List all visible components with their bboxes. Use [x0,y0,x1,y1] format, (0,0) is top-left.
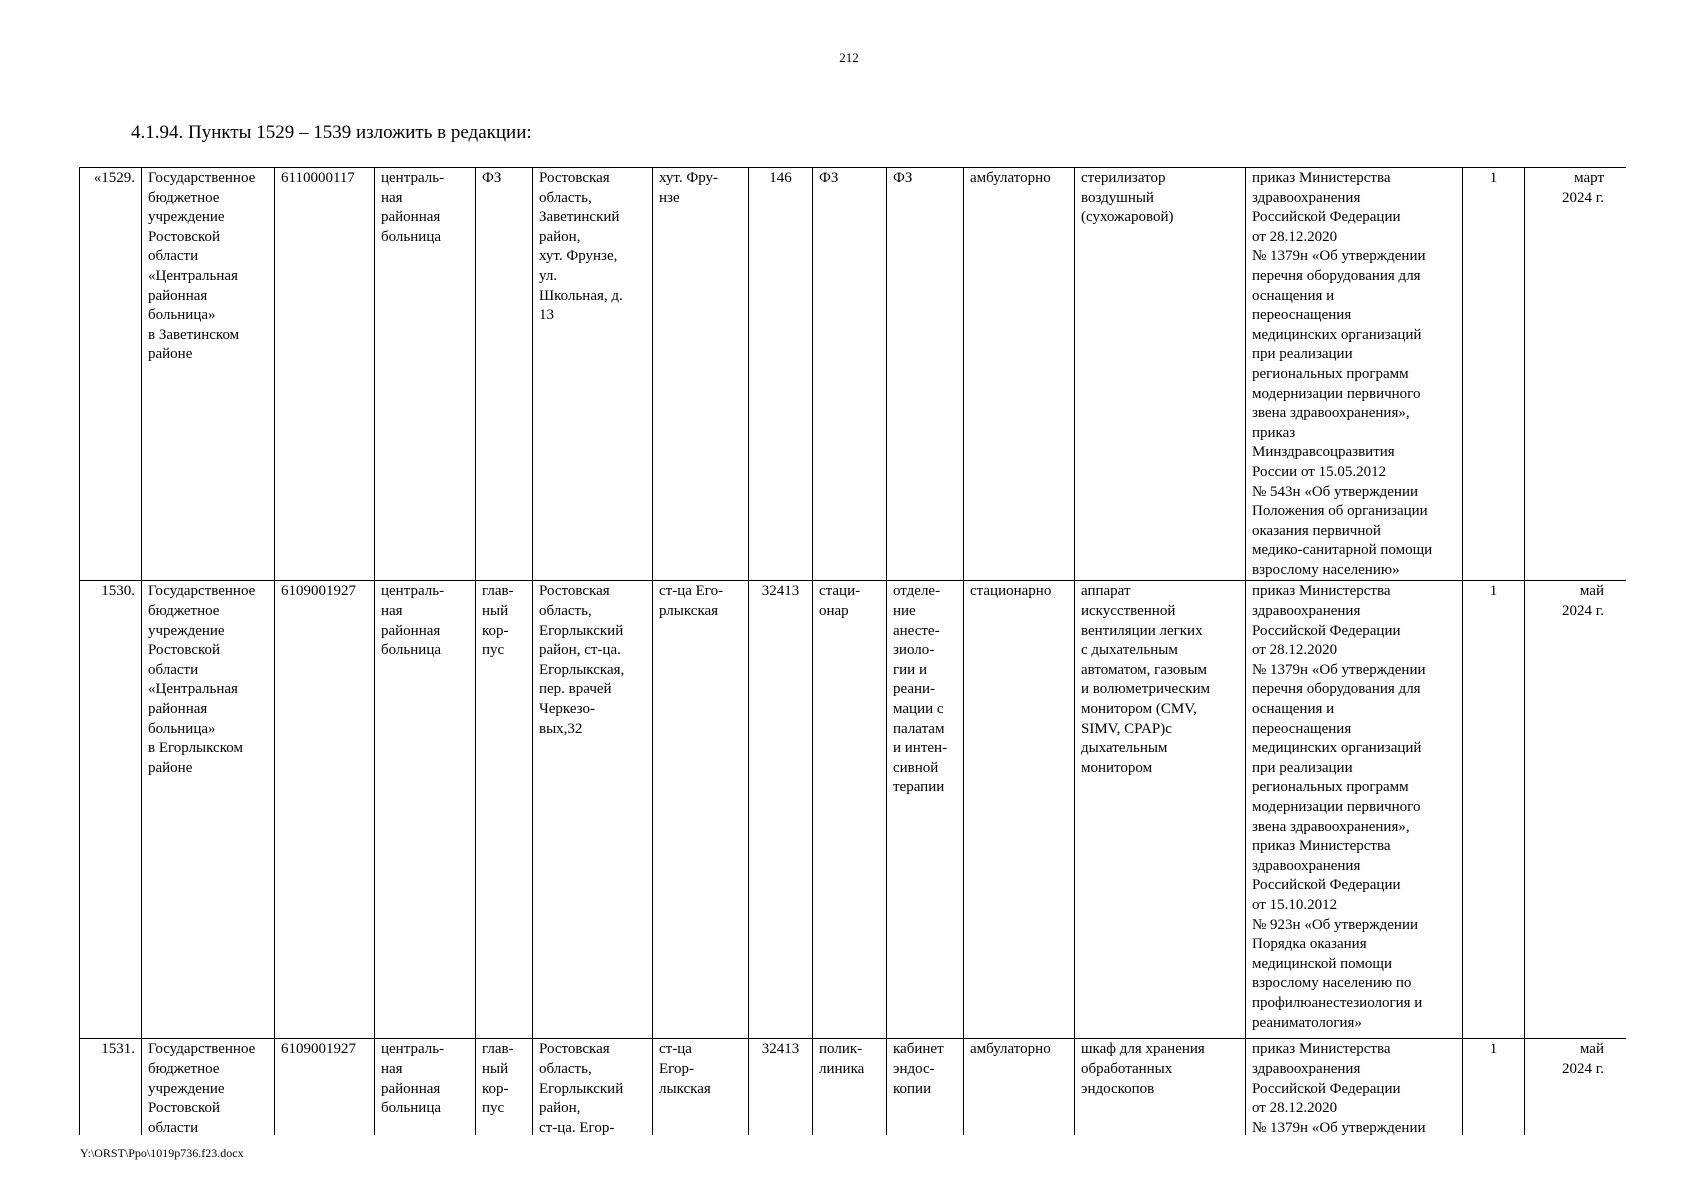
table-row [80,1039,1627,1135]
locality: ст-ца Егор- лыкская [653,1039,749,1135]
footer-file-path: Y:\ORST\Ppo\1019p736.f23.docx [80,1146,244,1160]
address: Ростовская область, Заветинский район, хут. Фрунзе, ул. Школьная, д. 13 [533,168,653,581]
department: ФЗ [887,168,964,581]
oktmo-code: 32413 [749,581,813,1039]
row-number: 1531. [80,1039,142,1135]
equipment: аппарат искусственной вентиляции легких с дыхательным автоматом, газовым и волюметрическим монитором (CMV, SIMV, CPAP)с дыхательным монитором [1075,581,1246,1039]
quantity: 1 [1463,168,1525,581]
care-mode: амбулаторно [964,168,1075,581]
building: глав- ный кор- пус [476,581,533,1039]
table-row [80,581,1627,1039]
inn-code: 6109001927 [275,1039,375,1135]
inn-code: 6110000117 [275,168,375,581]
organization-name: Государственное бюджетное учреждение Ростовской области «Центральная районная больница» в Егорлыкском районе [142,581,275,1039]
oktmo-code: 32413 [749,1039,813,1135]
department: кабинет эндос- копии [887,1039,964,1135]
table-row [80,168,1627,581]
section-heading: 4.1.94. Пункты 1529 – 1539 изложить в редакции: [131,122,532,143]
delivery-date: май 2024 г. [1525,1039,1627,1135]
legal-basis: приказ Министерства здравоохранения Российской Федерации от 28.12.2020 № 1379н «Об утверждении перечня оборудования для оснащения и переоснащения медицинских организаций при реализации региональных программ модернизации первичного звена здравоохранения», приказ Министерства здравоохранения Российской Федерации от 15.10.2012 № 923н «Об утверждении Порядка оказания медицинской помощи взрослому населению по профилюанестезиология и реаниматология» [1246,581,1463,1039]
care-mode: стационарно [964,581,1075,1039]
equipment: стерилизатор воздушный (сухожаровой) [1075,168,1246,581]
row-number: 1530. [80,581,142,1039]
organization-name: Государственное бюджетное учреждение Ростовской области [142,1039,275,1135]
address: Ростовская область, Егорлыкский район, ст-ца. Егор- [533,1039,653,1135]
facility-type: централь- ная районная больница [375,1039,476,1135]
legal-basis: приказ Министерства здравоохранения Российской Федерации от 28.12.2020 № 1379н «Об утверждении [1246,1039,1463,1135]
locality: ст-ца Его- рлыкская [653,581,749,1039]
address: Ростовская область, Егорлыкский район, ст-ца. Егорлыкская, пер. врачей Черкезо- вых,32 [533,581,653,1039]
legal-basis: приказ Министерства здравоохранения Российской Федерации от 28.12.2020 № 1379н «Об утверждении перечня оборудования для оснащения и переоснащения медицинских организаций при реализации региональных программ модернизации первичного звена здравоохранения», приказ Минздравсоцразвития России от 15.05.2012 № 543н «Об утверждении Положения об организации оказания первичной медико-санитарной помощи взрослому населению» [1246,168,1463,581]
organization-name: Государственное бюджетное учреждение Ростовской области «Центральная районная больница» в Заветинском районе [142,168,275,581]
quantity: 1 [1463,581,1525,1039]
unit: ФЗ [813,168,887,581]
facility-type: централь- ная районная больница [375,581,476,1039]
care-mode: амбулаторно [964,1039,1075,1135]
oktmo-code: 146 [749,168,813,581]
data-table-container [79,167,1626,1135]
facility-type: централь- ная районная больница [375,168,476,581]
building: глав- ный кор- пус [476,1039,533,1135]
delivery-date: май 2024 г. [1525,581,1627,1039]
page-number: 212 [839,50,859,65]
equipment: шкаф для хранения обработанных эндоскопов [1075,1039,1246,1135]
locality: хут. Фру- нзе [653,168,749,581]
row-number: «1529. [80,168,142,581]
equipment-table [79,167,1626,1135]
building: ФЗ [476,168,533,581]
quantity: 1 [1463,1039,1525,1135]
unit: стаци- онар [813,581,887,1039]
department: отделе- ние анесте- зиоло- гии и реани- мации с палатам и интен- сивной терапии [887,581,964,1039]
inn-code: 6109001927 [275,581,375,1039]
unit: полик- линика [813,1039,887,1135]
delivery-date: март 2024 г. [1525,168,1627,581]
